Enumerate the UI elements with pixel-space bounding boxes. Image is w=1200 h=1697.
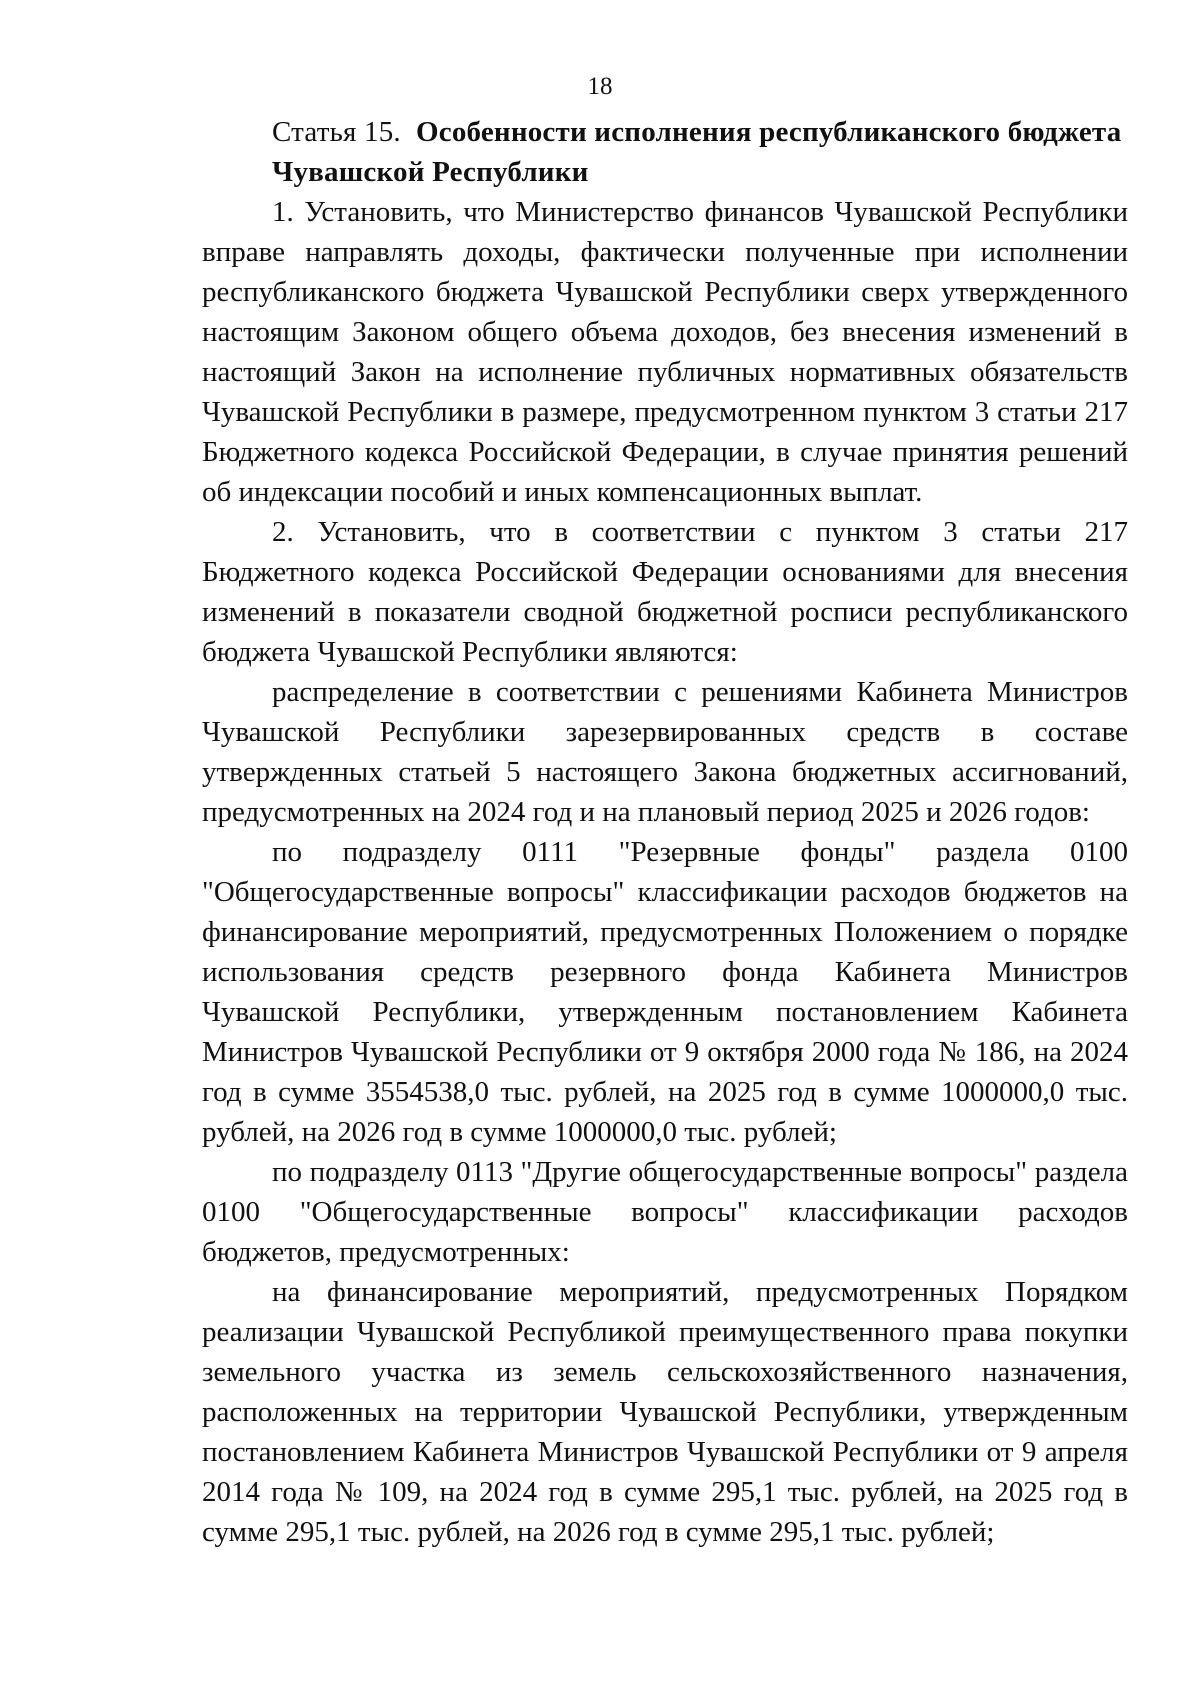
paragraph-4: по подразделу 0111 "Резервные фонды" раздела 0100 "Общегосударственные вопросы" классификации расходов бюджетов на финансирование мероприятий, предусмотренных Положением о порядке использования средств резервного фонда Кабинета Министров Чувашской Республики, утвержденным постановлением Кабинета Министров Чувашской Республики от 9 октября 2000 года № 186, на 2024 год в сумме 3554538,0 тыс. рублей, на 2025 год в сумме 1000000,0 тыс. рублей, на 2026 год в сумме 1000000,0 тыс. рублей; (202, 836, 1128, 1148)
page-number: 18 (587, 73, 613, 100)
article-title: Особенности исполнения республиканского бюджета Чувашской Республики (272, 116, 1122, 188)
article-body (202, 192, 1128, 1552)
paragraph-1: 1. Установить, что Министерство финансов Чувашской Республики вправе направлять доходы, фактически полученные при исполнении республиканского бюджета Чувашской Республики сверх утвержденного настоящим Законом общего объема доходов, без внесения изменений в настоящий Закон на исполнение публичных нормативных обязательств Чувашской Республики в размере, предусмотренном пунктом 3 статьи 217 Бюджетного кодекса Российской Федерации, в случае принятия решений об индексации пособий и иных компенсационных выплат. (202, 196, 1128, 508)
paragraph-5: по подразделу 0113 "Другие общегосударственные вопросы" раздела 0100 "Общегосударственные вопросы" классификации расходов бюджетов, предусмотренных: (202, 1156, 1128, 1268)
paragraph-2: 2. Установить, что в соответствии с пунктом 3 статьи 217 Бюджетного кодекса Российской Федерации основаниями для внесения изменений в показатели сводной бюджетной росписи республиканского бюджета Чувашской Республики являются: (202, 516, 1128, 668)
paragraph-6: на финансирование мероприятий, предусмотренных Порядком реализации Чувашской Республикой преимущественного права покупки земельного участка из земель сельскохозяйственного назначения, расположенных на территории Чувашской Республики, утвержденным постановлением Кабинета Министров Чувашской Республики от 9 апреля 2014 года № 109, на 2024 год в сумме 295,1 тыс. рублей, на 2025 год в сумме 295,1 тыс. рублей, на 2026 год в сумме 295,1 тыс. рублей; (202, 1276, 1128, 1548)
article-number: Статья 15. (272, 116, 401, 148)
article-heading (272, 112, 1130, 192)
paragraph-3: распределение в соответствии с решениями Кабинета Министров Чувашской Республики зарезервированных средств в составе утвержденных статьей 5 настоящего Закона бюджетных ассигнований, предусмотренных на 2024 год и на плановый период 2025 и 2026 годов: (202, 676, 1128, 828)
